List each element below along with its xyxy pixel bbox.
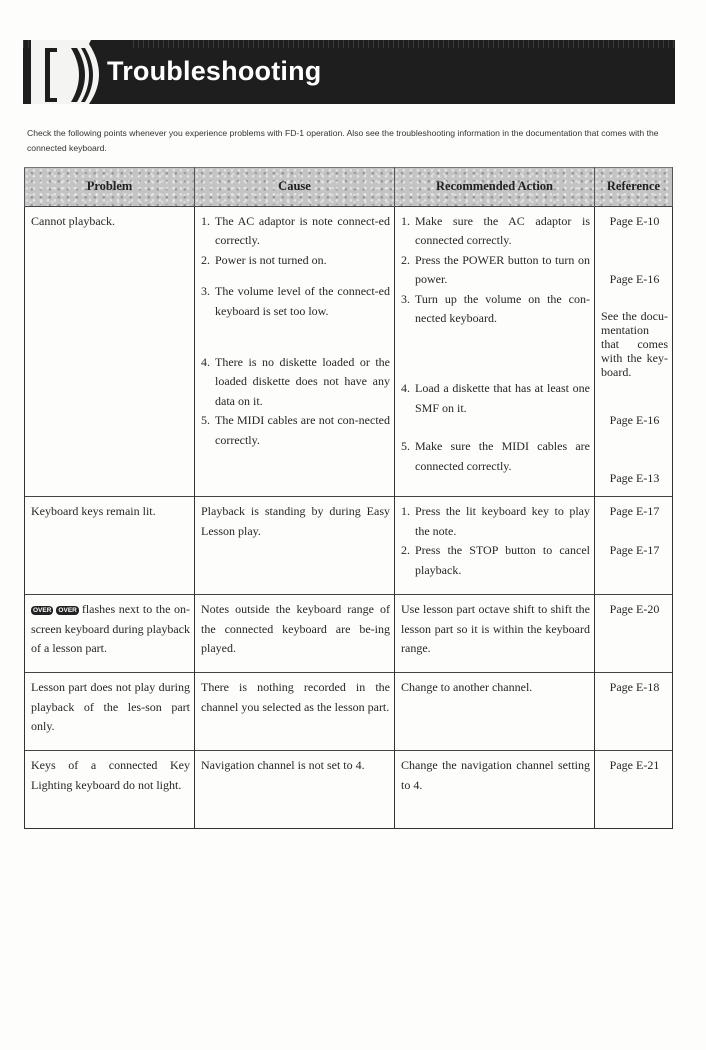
table-row: [25, 497, 673, 595]
cause-text: The AC adaptor is note connect-ed correctly.: [215, 214, 390, 248]
reference-note: See the docu-mentation that comes with the key-board.: [601, 309, 668, 379]
cause-cell: [195, 751, 395, 829]
cause-item: 4. There is no diskette loaded or the loaded diskette does not have any data on it.: [201, 353, 390, 411]
cause-text: There is nothing recorded in the channel you selected as the lesson part.: [201, 680, 390, 714]
cause-cell: [195, 673, 395, 751]
column-header-reference: Reference: [595, 168, 673, 207]
action-item: 2. Press the STOP button to cancel playback.: [401, 541, 590, 580]
reference-text: Page E-17: [609, 543, 660, 558]
action-item: 1. Press the lit keyboard key to play the note.: [401, 502, 590, 541]
reference-text: Page E-20: [609, 602, 660, 617]
over-indicator-icon: OVER: [58, 607, 77, 615]
action-item: 4. Load a diskette that has at least one SMF on it.: [401, 379, 590, 418]
intro-text: Check the following points whenever you experience problems with FD-1 operation. Also see the troubleshooting information in the documentation that comes with the connected keyboard.: [27, 128, 659, 153]
problem-cell: [25, 673, 195, 751]
action-item: 3. Turn up the volume on the con-nected keyboard.: [401, 290, 590, 329]
reference-text: Page E-21: [609, 758, 660, 773]
reference-cell: [595, 751, 673, 829]
over-indicator-icon: OVER: [33, 607, 52, 615]
troubleshooting-table: [24, 167, 673, 829]
action-text: Make sure the MIDI cables are connected correctly.: [415, 439, 590, 473]
column-header-problem: Problem: [25, 168, 195, 207]
action-text: Press the POWER button to turn on power.: [415, 252, 590, 287]
table-row: [25, 595, 673, 673]
page-title: Troubleshooting: [107, 56, 322, 86]
column-header-cause: Cause: [195, 168, 395, 207]
cause-text: Navigation channel is not set to 4.: [201, 758, 365, 773]
problem-cell: [25, 595, 195, 673]
cause-text: Notes outside the keyboard range of the connected keyboard are be-ing played.: [201, 602, 390, 656]
cause-cell: [195, 207, 395, 497]
cause-item: 2. Power is not turned on.: [201, 251, 390, 270]
problem-text: Keys of a connected Key Lighting keyboard do not light.: [31, 758, 190, 792]
reference-text: Page E-10: [609, 214, 660, 228]
problem-cell: [25, 497, 195, 595]
column-header-action: Recommended Action: [395, 168, 595, 207]
cause-text: Playback is standing by during Easy Lesson play.: [201, 504, 390, 538]
action-text: Turn up the volume on the con-nected keyboard.: [415, 291, 590, 326]
reference-text: Page E-18: [609, 680, 660, 695]
problem-text: Cannot playback.: [31, 214, 115, 228]
reference-text: Page E-13: [609, 471, 660, 485]
reference-text: Page E-16: [609, 413, 660, 427]
reference-cell: [595, 595, 673, 673]
action-item: 5. Make sure the MIDI cables are connected correctly.: [401, 437, 590, 476]
action-text: Make sure the AC adaptor is connected correctly.: [415, 214, 590, 248]
reference-text: Page E-17: [609, 504, 660, 519]
action-cell: [395, 497, 595, 595]
action-text: Change the navigation channel setting to 4.: [401, 758, 590, 792]
reference-cell: [595, 497, 673, 595]
reference-cell: [595, 207, 673, 497]
action-text: Load a diskette that has at least one SMF on it.: [415, 381, 590, 415]
action-item: 1. Make sure the AC adaptor is connected correctly.: [401, 212, 590, 251]
problem-cell: [25, 207, 195, 497]
table-header-row: [25, 168, 673, 207]
cause-text: The MIDI cables are not con-nected correctly.: [215, 413, 390, 447]
action-cell: [395, 595, 595, 673]
action-cell: [395, 207, 595, 497]
action-item: 2. Press the POWER button to turn on power.: [401, 251, 590, 290]
cause-item: 1. The AC adaptor is note connect-ed correctly.: [201, 212, 390, 251]
action-text: Use lesson part octave shift to shift the lesson part so it is within the keyboard range.: [401, 602, 590, 656]
cause-text: The volume level of the connect-ed keyboard is set too low.: [215, 284, 390, 318]
table-row: [25, 673, 673, 751]
cause-item: 5. The MIDI cables are not con-nected correctly.: [201, 411, 390, 450]
problem-cell: [25, 751, 195, 829]
reference-cell: [595, 673, 673, 751]
action-text: Press the STOP button to cancel playback.: [415, 543, 590, 577]
problem-text: flashes next to the on-screen keyboard during playback of a lesson part.: [31, 602, 190, 656]
action-cell: [395, 751, 595, 829]
cause-cell: [195, 497, 395, 595]
cause-text: Power is not turned on.: [215, 252, 327, 267]
cause-text: There is no diskette loaded or the loaded diskette does not have any data on it.: [215, 355, 390, 408]
problem-text: Lesson part does not play during playback of the les-son part only.: [31, 680, 190, 734]
table-row: [25, 751, 673, 829]
action-text: Change to another channel.: [401, 680, 533, 695]
table-row: [25, 207, 673, 497]
action-cell: [395, 673, 595, 751]
cause-item: 3. The volume level of the connect-ed keyboard is set too low.: [201, 282, 390, 321]
problem-text: Keyboard keys remain lit.: [31, 504, 156, 519]
reference-text: Page E-16: [609, 272, 660, 286]
cause-cell: [195, 595, 395, 673]
action-text: Press the lit keyboard key to play the note.: [415, 504, 590, 538]
